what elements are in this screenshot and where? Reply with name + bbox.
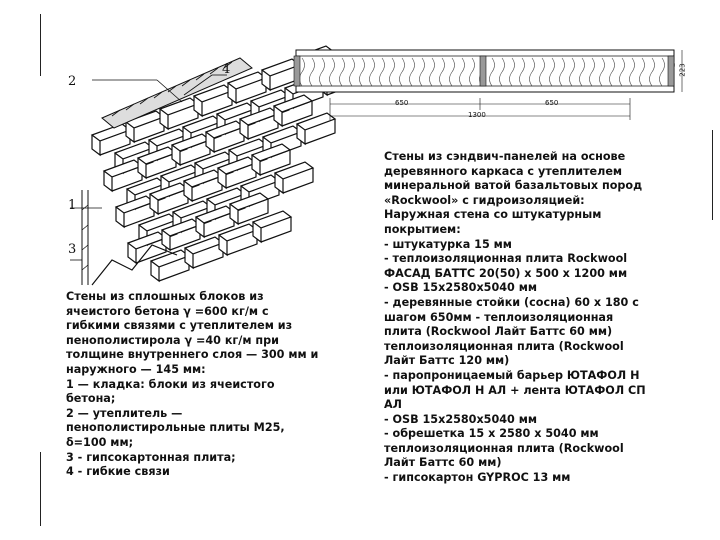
callout-4: 4 (222, 62, 231, 77)
frame-right-line (712, 130, 713, 220)
gypsum-board (82, 190, 88, 285)
right-caption-line: - деревянные стойки (сосна) 60 х 180 с (384, 295, 639, 309)
right-caption-line: АЛ (384, 398, 402, 412)
left-caption-line: 4 - гибкие связи (66, 465, 170, 479)
left-caption-line: наружного — 145 мм: (66, 362, 206, 376)
right-caption-line: «Rockwool» с гидроизоляцией: (384, 193, 585, 207)
right-caption-line: ФАСАД БАТТС 20(50) х 500 х 1200 мм (384, 266, 628, 280)
left-caption-line: 2 — утеплитель — (66, 406, 183, 420)
right-caption-line: - теплоизоляционная плита Rockwool (384, 252, 628, 266)
right-caption-line: - гипсокартон GYPROC 13 мм (384, 471, 571, 485)
right-caption-line: покрытием: (384, 222, 461, 236)
right-caption-line: Лайт Баттс 120 мм) (384, 354, 510, 368)
right-caption-line: - штукатурка 15 мм (384, 237, 512, 251)
right-caption-line: - обрешетка 15 х 2580 х 5040 мм (384, 427, 599, 441)
right-caption-line: теплоизоляционная плита (Rockwool (384, 339, 624, 353)
right-caption-line: минеральной ватой базальтовых пород (384, 179, 643, 193)
right-caption-line: Лайт Баттс 60 мм) (384, 456, 502, 470)
left-caption-line: Стены из сплошных блоков из (66, 290, 264, 303)
timber-stud-1 (294, 56, 300, 86)
left-caption-line: бетона; (66, 392, 116, 406)
right-caption-line: плита (Rockwool Лайт Баттс 60 мм) (384, 325, 613, 339)
right-caption-line: Наружная стена со штукатурным (384, 208, 602, 222)
left-caption-line: пенополистирола γ =40 кг/м при (66, 333, 279, 347)
frame-top-line (40, 14, 41, 76)
timber-stud-2 (480, 56, 486, 86)
callout-2: 2 (68, 74, 77, 89)
sandwich-panel-drawing (290, 44, 690, 126)
right-caption-line: или ЮТАФОЛ Н АЛ + лента ЮТАФОЛ СП (384, 383, 646, 397)
left-caption-line: 3 - гипсокартонная плита; (66, 450, 236, 464)
right-caption-line: - OSB 15х2580х5040 мм (384, 281, 537, 295)
left-caption-line: ячеистого бетона γ =600 кг/м с (66, 304, 269, 318)
frame-bottom-line (40, 452, 41, 526)
left-caption-line: гибкими связями с утеплителем из (66, 319, 293, 333)
dim-650-left: 650 (395, 99, 409, 107)
right-caption-line: - паропроницаемый барьер ЮТАФОЛ Н (384, 368, 640, 382)
left-caption-line: толщине внутреннего слоя — 300 мм и (66, 348, 319, 362)
dim-height: 223 (678, 63, 687, 77)
callout-3: 3 (68, 242, 77, 257)
right-caption (384, 150, 694, 486)
right-caption-line: - OSB 15х2580х5040 мм (384, 412, 537, 426)
left-caption (66, 290, 366, 480)
left-caption-line: пенополистирольные плиты М25, (66, 421, 285, 435)
left-caption-line: δ=100 мм; (66, 435, 134, 449)
left-caption-line: 1 — кладка: блоки из ячеистого (66, 377, 275, 391)
right-caption-line: теплоизоляционная плита (Rockwool (384, 441, 624, 455)
board-hatch (82, 205, 88, 270)
right-caption-line: шагом 650мм - теплоизоляционная (384, 310, 614, 324)
dim-650-right: 650 (545, 99, 559, 107)
callout-1: 1 (68, 198, 77, 213)
right-caption-line: Стены из сэндвич-панелей на основе (384, 150, 626, 163)
dim-1300-total: 1300 (468, 111, 486, 119)
right-caption-line: деревянного каркаса с утеплителем (384, 164, 623, 178)
timber-stud-3 (668, 56, 674, 86)
